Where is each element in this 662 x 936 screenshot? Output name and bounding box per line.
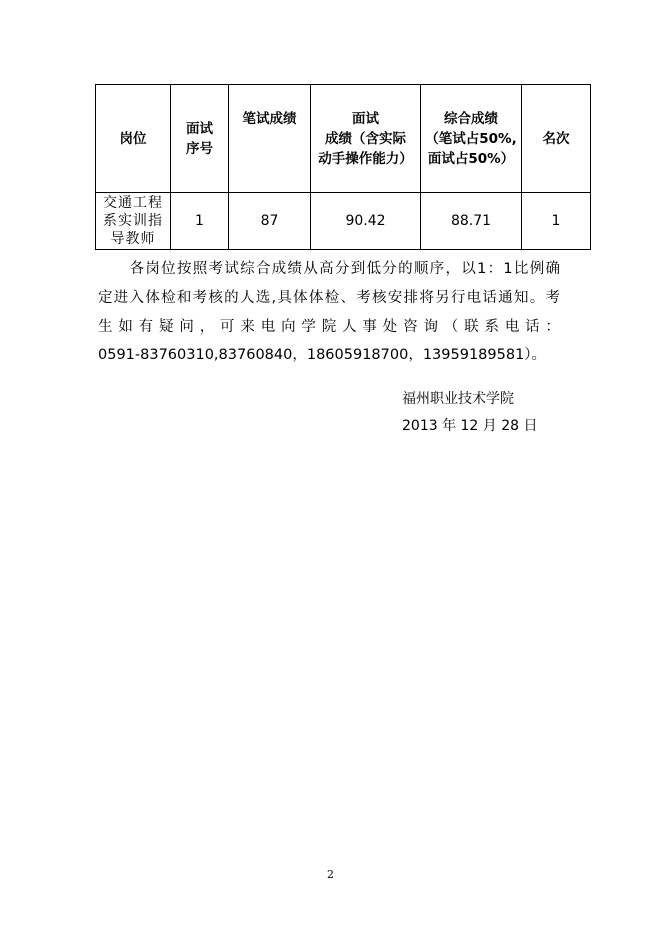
- paragraph-line: 生如有疑问，可来电向学院人事处咨询（联系电话：: [98, 319, 560, 335]
- header-post: [96, 85, 171, 193]
- header-rank: [522, 85, 591, 193]
- header-text: 综合成绩 （笔试占50%, 面试占50%）: [425, 110, 517, 167]
- paragraph-line: 各岗位按照考试综合成绩从高分到低分的顺序，以1：1比例确: [98, 261, 560, 277]
- cell-interview-score: 90.42: [311, 193, 421, 250]
- paragraph-line: 0591-83760310,83760840，18605918700，13959189581）。: [98, 347, 547, 363]
- cell-post: [96, 193, 171, 250]
- header-interview-score: [311, 85, 421, 193]
- paragraph-line: 定进入体检和考核的人选,具体体检、考核安排将另行电话通知。考: [98, 290, 560, 306]
- cell-text: 交通工程 系实训指 导教师: [103, 195, 163, 247]
- header-written-score: [229, 85, 311, 193]
- page-number: 2: [327, 868, 334, 881]
- header-text: 岗位: [119, 130, 147, 147]
- results-table: [95, 84, 591, 250]
- cell-written-score: 87: [229, 193, 311, 250]
- table-row: [96, 193, 591, 250]
- cell-total-score: 88.71: [421, 193, 522, 250]
- header-text: 面试 序号: [186, 120, 213, 157]
- signature-date: 2013 年 12 月 28 日: [402, 418, 538, 434]
- table-header-row: [96, 85, 591, 193]
- header-text: 名次: [542, 130, 570, 147]
- header-text: 笔试成绩: [242, 111, 297, 127]
- signature-org: 福州职业技术学院: [402, 391, 514, 407]
- header-interview-no: [171, 85, 229, 193]
- cell-interview-no: 1: [171, 193, 229, 250]
- header-total-score: [421, 85, 522, 193]
- header-text: 面试 成绩（含实际 动手操作能力）: [318, 110, 413, 167]
- cell-rank: 1: [522, 193, 591, 250]
